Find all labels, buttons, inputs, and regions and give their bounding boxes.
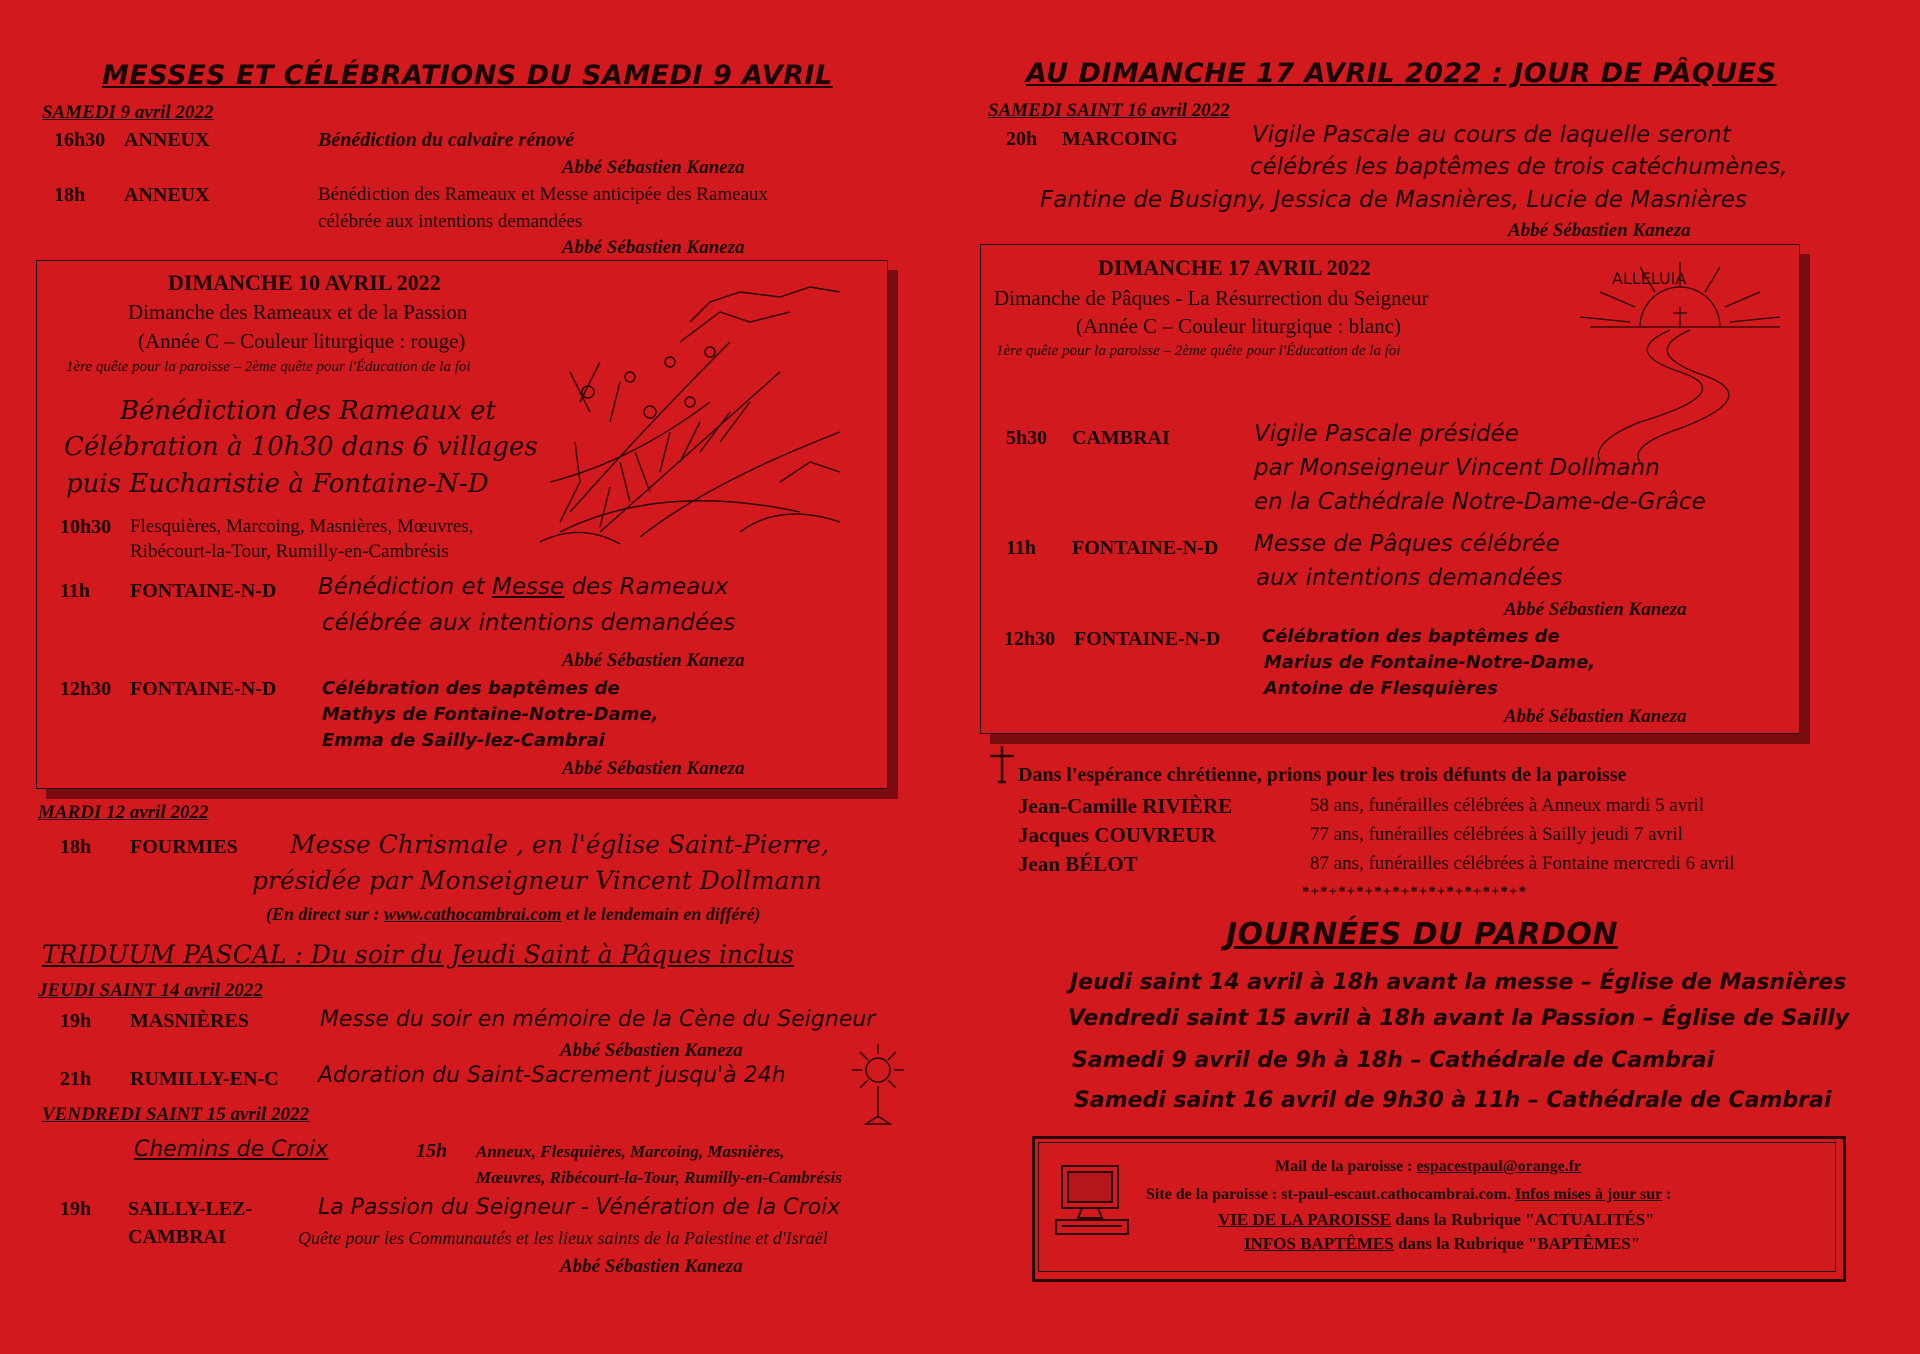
event-text-2: célébrée aux intentions demandées — [322, 610, 736, 636]
celebrant: Abbé Sébastien Kaneza — [562, 650, 745, 671]
pardon-line: Samedi 9 avril de 9h à 18h – Cathédrale de Cambrai — [1072, 1048, 1715, 1073]
pardon-title: JOURNÉES DU PARDON — [1226, 917, 1619, 952]
celebrant: Abbé Sébastien Kaneza — [562, 758, 745, 779]
monstrance-icon — [848, 1040, 908, 1130]
chrismal-line-1: Messe Chrismale , en l'église Saint-Pierre, — [290, 830, 829, 859]
star-divider: *+*+*+*+*+*+*+*+*+*+*+*+* — [1302, 884, 1528, 900]
event-time: 21h — [60, 1068, 92, 1090]
vigil-line-2: célébrés les baptêmes de trois catéchumènes, — [1250, 154, 1788, 180]
easter-subtitle: Dimanche de Pâques - La Résurrection du Seigneur — [994, 286, 1429, 310]
easter-title: DIMANCHE 17 AVRIL 2022 — [1098, 255, 1371, 280]
quete-note: Quête pour les Communautés et les lieux saints de la Palestine et d'Israël — [298, 1228, 828, 1248]
prayer-intro: Dans l'espérance chrétienne, prions pour les trois défunts de la paroisse — [1018, 764, 1627, 786]
vigil-cambrai-1: Vigile Pascale présidée — [1254, 421, 1519, 447]
event-text: Bénédiction et Messe des Rameaux — [318, 574, 729, 600]
event-time: 18h — [60, 836, 92, 858]
easter-mass-1: Messe de Pâques célébrée — [1254, 531, 1560, 557]
parish-email-link[interactable]: espacestpaul@orange.fr — [1416, 1158, 1582, 1175]
live-stream-note: (En direct sur : www.cathocambrai.com et le lendemain en différé) — [266, 904, 761, 924]
pardon-line: Samedi saint 16 avril de 9h30 à 11h – Cathédrale de Cambrai — [1074, 1088, 1832, 1113]
villages-1: Anneux, Flesquières, Marcoing, Masnières, — [476, 1142, 785, 1161]
event-place: ANNEUX — [124, 184, 210, 206]
event-place-2: CAMBRAI — [128, 1226, 226, 1248]
fancy-line-3: puis Eucharistie à Fontaine-N-D — [66, 469, 489, 499]
liturgical-year: (Année C – Couleur liturgique : blanc) — [1076, 314, 1402, 338]
saturday-date: SAMEDI 9 avril 2022 — [42, 102, 214, 123]
event-place: FONTAINE-N-D — [130, 678, 277, 700]
celebrant: Abbé Sébastien Kaneza — [562, 237, 745, 258]
event-text-2: célébrée aux intentions demandées — [318, 211, 583, 232]
villages-2: Ribécourt-la-Tour, Rumilly-en-Cambrésis — [130, 541, 449, 562]
deceased-name: Jean BÉLOT — [1018, 852, 1138, 876]
villages-2: Mœuvres, Ribécourt-la-Tour, Rumilly-en-Cambrésis — [476, 1168, 842, 1187]
fancy-line-2: Célébration à 10h30 dans 6 villages — [64, 432, 538, 462]
event-text: Bénédiction du calvaire rénové — [318, 129, 575, 151]
event-text: Messe du soir en mémoire de la Cène du Seigneur — [320, 1007, 876, 1032]
baptism-line-1: Célébration des baptêmes de — [322, 678, 620, 699]
chrismal-line-2: présidée par Monseigneur Vincent Dollmann — [252, 866, 822, 895]
fancy-line-1: Bénédiction des Rameaux et — [120, 396, 496, 426]
triduum-heading: TRIDUUM PASCAL : Du soir du Jeudi Saint à Pâques inclus — [42, 940, 794, 969]
live-stream-link[interactable]: www.cathocambrai.com — [384, 904, 562, 924]
event-time: 5h30 — [1006, 427, 1048, 449]
left-title: MESSES ET CÉLÉBRATIONS DU SAMEDI 9 AVRIL — [102, 60, 833, 91]
sunrise-path-illustration — [1560, 252, 1790, 462]
infos-baptemes-link[interactable]: INFOS BAPTÊMES — [1244, 1234, 1394, 1253]
event-time: 19h — [60, 1198, 92, 1220]
celebrant: Abbé Sébastien Kaneza — [1504, 706, 1687, 727]
palm-branches-illustration — [540, 282, 870, 552]
cross-icon — [984, 744, 1020, 784]
baptism-info-line: INFOS BAPTÊMES dans la Rubrique "BAPTÊMES" — [1244, 1234, 1641, 1253]
celebrant: Abbé Sébastien Kaneza — [560, 1040, 743, 1061]
event-time: 12h30 — [1004, 628, 1056, 650]
baptism-line-2: Marius de Fontaine-Notre-Dame, — [1264, 652, 1596, 673]
easter-mass-2: aux intentions demandées — [1256, 565, 1563, 591]
event-place: RUMILLY-EN-C — [130, 1068, 279, 1090]
event-place: CAMBRAI — [1072, 427, 1170, 449]
deceased-name: Jean-Camille RIVIÈRE — [1018, 794, 1233, 818]
baptism-line-1: Célébration des baptêmes de — [1262, 626, 1560, 647]
vigil-cambrai-3: en la Cathédrale Notre-Dame-de-Grâce — [1254, 489, 1706, 515]
right-title: AU DIMANCHE 17 AVRIL 2022 : JOUR DE PÂQUES — [1026, 58, 1777, 89]
event-time: 16h30 — [54, 129, 106, 151]
event-time: 11h — [1006, 537, 1037, 559]
chemins-de-croix: Chemins de Croix — [134, 1137, 329, 1162]
event-time: 19h — [60, 1010, 92, 1032]
event-text: La Passion du Seigneur - Vénération de la Croix — [318, 1195, 841, 1220]
deceased-name: Jacques COUVREUR — [1018, 823, 1216, 847]
pardon-line: Vendredi saint 15 avril à 18h avant la Passion – Église de Sailly — [1068, 1006, 1850, 1031]
event-place: FONTAINE-N-D — [1074, 628, 1221, 650]
vigil-line-3: Fantine de Busigny, Jessica de Masnières, Lucie de Masnières — [1040, 187, 1747, 213]
event-place: SAILLY-LEZ- — [128, 1198, 253, 1220]
event-time: 18h — [54, 184, 86, 206]
celebrant: Abbé Sébastien Kaneza — [562, 157, 745, 178]
event-time: 20h — [1006, 128, 1038, 150]
event-time: 10h30 — [60, 516, 112, 538]
news-line: VIE DE LA PAROISSE dans la Rubrique "ACTUALITÉS" — [1218, 1210, 1655, 1229]
baptism-line-3: Antoine de Flesquières — [1264, 678, 1498, 699]
sunday-subtitle: Dimanche des Rameaux et de la Passion — [128, 300, 468, 324]
quete: 1ère quête pour la paroisse – 2ème quête pour l'Éducation de la foi — [66, 359, 471, 375]
pardon-line: Jeudi saint 14 avril à 18h avant la messe – Église de Masnières — [1070, 970, 1847, 995]
quete: 1ère quête pour la paroisse – 2ème quête pour l'Éducation de la foi — [996, 343, 1401, 359]
event-text: Adoration du Saint-Sacrement jusqu'à 24h — [318, 1063, 786, 1088]
liturgical-year: (Année C – Couleur liturgique : rouge) — [138, 329, 466, 353]
alleluia-text: ALLELUIA — [1612, 269, 1687, 288]
holy-saturday-date: SAMEDI SAINT 16 avril 2022 — [988, 100, 1230, 121]
event-place: FOURMIES — [130, 836, 238, 858]
event-place: FONTAINE-N-D — [130, 580, 277, 602]
baptism-line-2: Mathys de Fontaine-Notre-Dame, — [322, 704, 659, 725]
event-time: 11h — [60, 580, 91, 602]
event-place: MARCOING — [1062, 128, 1178, 150]
event-text: Bénédiction des Rameaux et Messe anticipée des Rameaux — [318, 184, 769, 205]
vigil-cambrai-2: par Monseigneur Vincent Dollmann — [1254, 455, 1660, 481]
friday-date: VENDREDI SAINT 15 avril 2022 — [42, 1104, 310, 1125]
sunday-title: DIMANCHE 10 AVRIL 2022 — [168, 270, 441, 295]
mail-line: Mail de la paroisse : espacestpaul@orange.fr — [1275, 1158, 1582, 1175]
deceased-info: 77 ans, funérailles célébrées à Sailly jeudi 7 avril — [1310, 824, 1684, 845]
event-place: MASNIÈRES — [130, 1010, 249, 1032]
thursday-date: JEUDI SAINT 14 avril 2022 — [38, 980, 263, 1001]
vigil-line-1: Vigile Pascale au cours de laquelle seront — [1252, 122, 1731, 148]
event-place: FONTAINE-N-D — [1072, 537, 1219, 559]
deceased-info: 87 ans, funérailles célébrées à Fontaine mercredi 6 avril — [1310, 853, 1735, 874]
site-line: Site de la paroisse : st-paul-escaut.cathocambrai.com. Infos mises à jour sur : — [1146, 1186, 1672, 1203]
vie-paroisse-link[interactable]: VIE DE LA PAROISSE — [1218, 1210, 1392, 1229]
celebrant: Abbé Sébastien Kaneza — [1504, 599, 1687, 620]
event-time: 12h30 — [60, 678, 112, 700]
baptism-line-3: Emma de Sailly-lez-Cambrai — [322, 730, 605, 751]
computer-icon — [1054, 1162, 1134, 1240]
celebrant: Abbé Sébastien Kaneza — [560, 1256, 743, 1277]
celebrant: Abbé Sébastien Kaneza — [1508, 220, 1691, 241]
villages-1: Flesquières, Marcoing, Masnières, Mœuvres, — [130, 516, 474, 537]
event-time: 15h — [416, 1140, 448, 1162]
deceased-info: 58 ans, funérailles célébrées à Anneux mardi 5 avril — [1310, 795, 1705, 816]
event-place: ANNEUX — [124, 129, 210, 151]
tuesday-date: MARDI 12 avril 2022 — [38, 802, 209, 823]
